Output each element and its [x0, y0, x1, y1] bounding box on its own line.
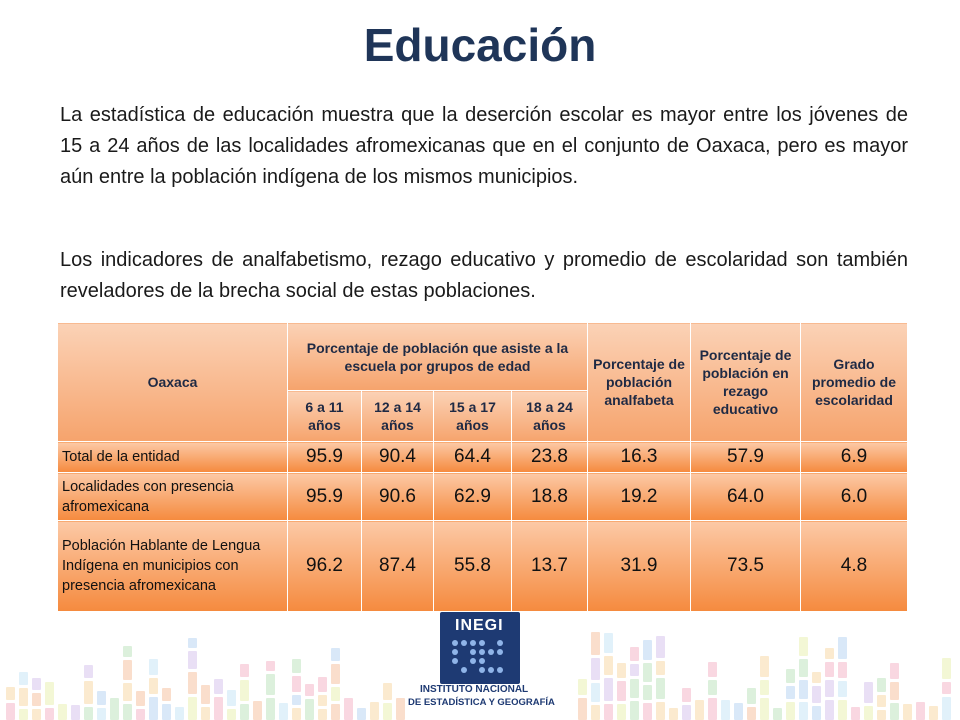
subheader-6-11: 6 a 11 años	[288, 391, 362, 442]
table-row	[58, 473, 908, 521]
decorative-bar	[227, 709, 236, 720]
decorative-bar	[760, 680, 769, 695]
decorative-bar	[344, 698, 353, 720]
decorative-bar	[799, 680, 808, 699]
decorative-bar	[630, 647, 639, 661]
decorative-bar	[240, 664, 249, 677]
decorative-bar	[747, 688, 756, 704]
decorative-bar	[331, 687, 340, 701]
decorative-bar	[331, 704, 340, 720]
decorative-bar	[721, 700, 730, 720]
table-cell: 95.9	[288, 442, 362, 473]
decorative-bar	[604, 656, 613, 675]
header-oaxaca: Oaxaca	[58, 323, 288, 442]
decorative-bar	[162, 688, 171, 701]
decorative-bar	[6, 703, 15, 720]
decorative-bar	[708, 698, 717, 720]
decorative-bar	[643, 703, 652, 720]
decorative-bar	[305, 699, 314, 720]
table-cell: 23.8	[512, 442, 588, 473]
page-title: Educación	[363, 19, 597, 71]
decorative-bar	[149, 678, 158, 694]
logo-dot	[497, 667, 503, 673]
decorative-bar	[630, 701, 639, 720]
decorative-bar	[6, 687, 15, 700]
decorative-bar	[318, 677, 327, 692]
table-cell: 64.0	[691, 473, 801, 521]
header-escolaridad: Grado promedio de escolaridad	[801, 323, 908, 442]
decorative-bar	[19, 672, 28, 685]
decorative-bar	[825, 680, 834, 697]
decorative-bar	[864, 682, 873, 703]
inegi-logo-text: INEGI	[455, 617, 504, 634]
decorative-bar	[825, 700, 834, 720]
decorative-bar	[682, 688, 691, 702]
decorative-bar	[838, 662, 847, 678]
education-table	[57, 322, 908, 612]
decorative-bar	[123, 704, 132, 720]
decorative-bar	[838, 681, 847, 697]
decorative-bar	[877, 710, 886, 720]
table-cell: 87.4	[362, 521, 434, 612]
decorative-bar	[188, 697, 197, 720]
decorative-bar	[253, 701, 262, 720]
table-cell: 96.2	[288, 521, 362, 612]
decorative-bar	[617, 704, 626, 720]
decorative-bar	[188, 651, 197, 669]
decorative-bar	[591, 705, 600, 720]
decorative-bar	[578, 679, 587, 695]
table-cell: 57.9	[691, 442, 801, 473]
header-rezago: Porcentaje de población en rezago educativo	[691, 323, 801, 442]
logo-dot	[497, 640, 503, 646]
table-cell: 55.8	[434, 521, 512, 612]
decorative-bar	[812, 672, 821, 683]
table-cell: 64.4	[434, 442, 512, 473]
decorative-bar	[890, 703, 899, 720]
decorative-bar	[201, 685, 210, 704]
decorative-bar	[84, 681, 93, 704]
logo-dot	[479, 640, 485, 646]
decorative-bar	[656, 678, 665, 699]
logo-dot	[452, 649, 458, 655]
decorative-bar	[708, 662, 717, 677]
table-cell: 31.9	[588, 521, 691, 612]
decorative-bar	[799, 637, 808, 656]
decorative-bar	[591, 632, 600, 655]
table-cell: 62.9	[434, 473, 512, 521]
decorative-bar	[643, 663, 652, 682]
decorative-bar	[175, 707, 184, 720]
decorative-bar	[604, 633, 613, 653]
decorative-bar	[266, 674, 275, 695]
table-row	[58, 521, 908, 612]
decorative-bar	[812, 706, 821, 720]
logo-institute-line2: DE ESTADÍSTICA Y GEOGRAFÍA	[408, 697, 555, 708]
decorative-bar	[617, 663, 626, 678]
decorative-bar	[227, 690, 236, 706]
decorative-bar	[45, 682, 54, 705]
decorative-bar	[240, 704, 249, 720]
logo-dot	[488, 667, 494, 673]
decorative-bar	[773, 708, 782, 720]
decorative-bar	[45, 708, 54, 720]
decorative-bar	[136, 709, 145, 720]
decorative-bar	[97, 691, 106, 705]
decorative-bar	[149, 697, 158, 720]
table-cell: 4.8	[801, 521, 908, 612]
logo-dot	[470, 640, 476, 646]
decorative-bar	[708, 680, 717, 695]
decorative-bar	[214, 697, 223, 720]
decorative-bar	[383, 683, 392, 700]
decorative-bar	[851, 707, 860, 720]
decorative-bar	[838, 700, 847, 720]
decorative-bar	[188, 672, 197, 694]
decorative-bar	[682, 705, 691, 720]
decorative-bar	[760, 698, 769, 720]
logo-dot	[470, 649, 476, 655]
decorative-bar	[71, 705, 80, 720]
decorative-bar	[240, 680, 249, 701]
decorative-bar	[903, 704, 912, 720]
table-header-row	[58, 323, 908, 391]
decorative-bar	[214, 679, 223, 694]
decorative-bar	[97, 708, 106, 720]
decorative-bar	[19, 709, 28, 720]
table-cell: 73.5	[691, 521, 801, 612]
decorative-bar	[695, 700, 704, 720]
decorative-bar	[383, 703, 392, 720]
decorative-bar	[123, 683, 132, 701]
logo-dot	[452, 658, 458, 664]
decorative-bar	[617, 681, 626, 701]
decorative-bar	[604, 678, 613, 701]
row-label: Total de la entidad	[58, 442, 288, 473]
decorative-bar	[370, 702, 379, 720]
subheader-18-24: 18 a 24 años	[512, 391, 588, 442]
decorative-bar	[279, 703, 288, 720]
row-label: Localidades con presencia afromexicana	[58, 473, 288, 521]
table-row	[58, 442, 908, 473]
inegi-logo-pattern	[452, 640, 510, 680]
decorative-bar	[838, 637, 847, 659]
decorative-bar	[760, 656, 769, 677]
decorative-bar	[318, 709, 327, 720]
decorative-bar	[786, 702, 795, 720]
decorative-bar	[578, 698, 587, 720]
decorative-bar	[916, 702, 925, 720]
decorative-bar	[19, 688, 28, 706]
decorative-bar	[84, 665, 93, 678]
decorative-bar	[149, 659, 158, 675]
decorative-bar	[331, 648, 340, 661]
subheader-12-14: 12 a 14 años	[362, 391, 434, 442]
decorative-bar	[32, 709, 41, 720]
subheader-15-17: 15 a 17 años	[434, 391, 512, 442]
row-label: Población Hablante de Lengua Indígena en municipios con presencia afromexicana	[58, 521, 288, 612]
decorative-bar	[266, 698, 275, 720]
decorative-bar	[32, 678, 41, 690]
decorative-bar	[799, 659, 808, 677]
decorative-bar	[136, 691, 145, 706]
second-paragraph: Los indicadores de analfabetismo, rezago educativo y promedio de escolaridad son también reveladores de la brecha social de estas poblaciones.	[60, 249, 908, 302]
decorative-bar	[747, 707, 756, 720]
decorative-bar	[58, 704, 67, 720]
logo-dot	[452, 640, 458, 646]
decorative-bar	[84, 707, 93, 720]
decorative-bar	[32, 693, 41, 706]
decorative-bar	[942, 697, 951, 720]
table-cell: 18.8	[512, 473, 588, 521]
decorative-bar	[266, 661, 275, 671]
decorative-bar	[942, 682, 951, 694]
decorative-bar	[734, 703, 743, 720]
decorative-bar	[292, 676, 301, 692]
decorative-bar	[643, 685, 652, 700]
decorative-bar	[877, 695, 886, 707]
decorative-bar	[786, 669, 795, 683]
decorative-bar	[877, 678, 886, 692]
header-analfabeta: Porcentaje de población analfabeta	[588, 323, 691, 442]
decorative-bar	[292, 708, 301, 720]
table-cell: 90.4	[362, 442, 434, 473]
decorative-bar	[123, 646, 132, 657]
decorative-bar	[786, 686, 795, 699]
decorative-bar	[188, 638, 197, 648]
logo-dot	[488, 649, 494, 655]
decorative-bar	[825, 662, 834, 677]
decorative-bar	[591, 683, 600, 702]
table-cell: 6.0	[801, 473, 908, 521]
decorative-bar	[929, 706, 938, 720]
decorative-bar	[799, 702, 808, 720]
decorative-bar	[318, 695, 327, 706]
decorative-bar	[292, 695, 301, 705]
logo-dot	[461, 640, 467, 646]
decorative-bar	[162, 704, 171, 720]
logo-dot	[479, 667, 485, 673]
intro-paragraph: La estadística de educación muestra que la deserción escolar es mayor entre los jóvenes de 15 a 24 años de las localidades afromexicanas que en el conjunto de Oaxaca, pero es mayor aún entre la población indígena de los mismos municipios.	[60, 104, 908, 188]
decorative-bar	[656, 661, 665, 675]
decorative-bar	[942, 658, 951, 679]
table-cell: 19.2	[588, 473, 691, 521]
decorative-bar	[357, 708, 366, 720]
logo-dot	[470, 658, 476, 664]
decorative-bar	[656, 702, 665, 720]
decorative-bar	[110, 698, 119, 720]
decorative-bar	[890, 663, 899, 679]
header-attendance-group: Porcentaje de población que asiste a la escuela por grupos de edad	[288, 323, 588, 391]
decorative-bar	[643, 640, 652, 660]
decorative-bar	[292, 659, 301, 673]
decorative-bar	[201, 707, 210, 720]
logo-dot	[479, 649, 485, 655]
logo-institute-line1: INSTITUTO NACIONAL	[420, 684, 529, 695]
table-cell: 90.6	[362, 473, 434, 521]
decorative-bar	[604, 704, 613, 720]
table-cell: 13.7	[512, 521, 588, 612]
decorative-bar	[331, 664, 340, 684]
decorative-bar	[123, 660, 132, 680]
decorative-bar	[630, 679, 639, 698]
decorative-bar	[825, 648, 834, 659]
decorative-bar	[669, 708, 678, 720]
table-cell: 16.3	[588, 442, 691, 473]
decorative-bar	[656, 636, 665, 658]
decorative-bar	[591, 658, 600, 680]
decorative-bar	[812, 686, 821, 703]
decorative-bar	[396, 698, 405, 720]
logo-dot	[497, 649, 503, 655]
decorative-bar	[890, 682, 899, 700]
table-cell: 6.9	[801, 442, 908, 473]
decorative-bar	[630, 664, 639, 676]
decorative-bar	[305, 684, 314, 696]
table-cell: 95.9	[288, 473, 362, 521]
logo-dot	[461, 667, 467, 673]
logo-dot	[479, 658, 485, 664]
decorative-bar	[864, 706, 873, 720]
